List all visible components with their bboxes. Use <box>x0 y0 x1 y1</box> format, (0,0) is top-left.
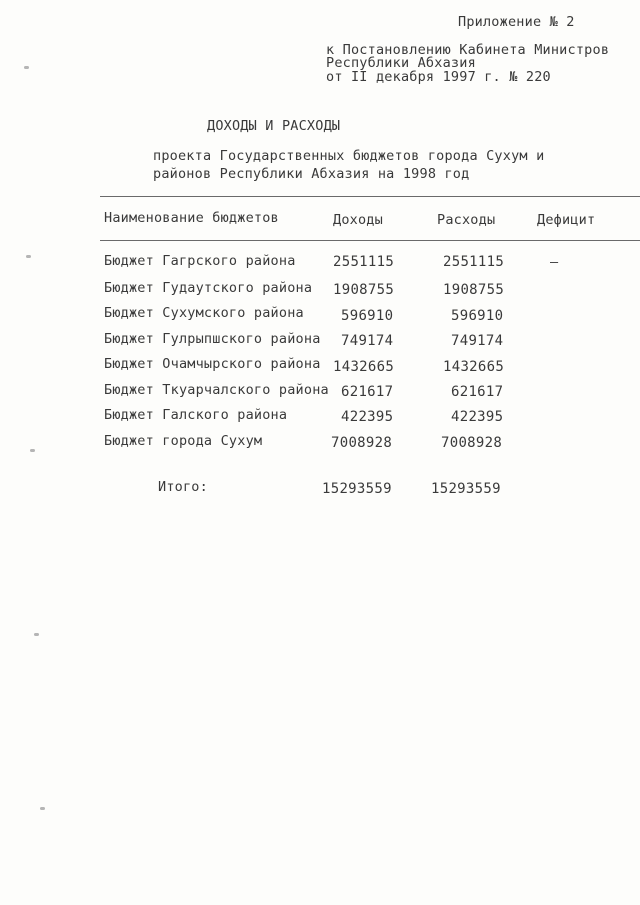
row-name: Бюджет Ткуарчалского района <box>104 382 329 398</box>
row-name: Бюджет Гагрского района <box>104 253 296 269</box>
row-expense: 1432665 <box>443 359 505 375</box>
row-name: Бюджет Сухумского района <box>104 305 304 321</box>
row-income: 422395 <box>341 409 394 425</box>
binder-mark <box>24 66 29 69</box>
binder-mark <box>40 807 45 810</box>
column-header-name: Наименование бюджетов <box>104 210 279 226</box>
document-title: ДОХОДЫ И РАСХОДЫ <box>207 118 341 134</box>
row-income: 621617 <box>341 384 394 400</box>
document-subtitle-1: проекта Государственных бюджетов города Сухум и <box>153 148 545 164</box>
row-income: 2551115 <box>333 254 395 270</box>
row-expense: 7008928 <box>441 435 503 451</box>
row-expense: 2551115 <box>443 254 505 270</box>
row-income: 1908755 <box>333 282 395 298</box>
row-income: 7008928 <box>331 435 393 451</box>
total-income: 15293559 <box>322 481 392 497</box>
total-expense: 15293559 <box>431 481 501 497</box>
decree-line-1: к Постановлению Кабинета Министров <box>326 42 610 58</box>
decree-line-2: Республики Абхазия <box>326 55 476 71</box>
total-label: Итого: <box>158 479 208 495</box>
row-expense: 596910 <box>451 308 504 324</box>
row-expense: 422395 <box>451 409 504 425</box>
column-header-deficit: Дефицит <box>537 212 596 228</box>
row-expense: 749174 <box>451 333 504 349</box>
row-income: 1432665 <box>333 359 395 375</box>
document-subtitle-2: районов Республики Абхазия на 1998 год <box>153 166 470 182</box>
row-income: 749174 <box>341 333 394 349</box>
binder-mark <box>34 633 39 636</box>
row-expense: 621617 <box>451 384 504 400</box>
row-name: Бюджет Гудаутского района <box>104 280 313 296</box>
column-header-income: Доходы <box>333 212 383 228</box>
row-expense: 1908755 <box>443 282 505 298</box>
row-name: Бюджет Гулрыпшского района <box>104 331 321 347</box>
row-income: 596910 <box>341 308 394 324</box>
row-name: Бюджет города Сухум <box>104 433 263 449</box>
table-top-rule <box>100 196 640 197</box>
row-name: Бюджет Очамчырского района <box>104 356 321 372</box>
row-deficit: — <box>550 254 559 270</box>
binder-mark <box>26 255 31 258</box>
decree-line-3: от II декабря 1997 г. № 220 <box>326 69 551 85</box>
row-name: Бюджет Галского района <box>104 407 288 423</box>
column-header-expense: Расходы <box>437 212 496 228</box>
appendix-label: Приложение № 2 <box>458 14 575 30</box>
table-header-rule <box>100 240 640 241</box>
binder-mark <box>30 449 35 452</box>
